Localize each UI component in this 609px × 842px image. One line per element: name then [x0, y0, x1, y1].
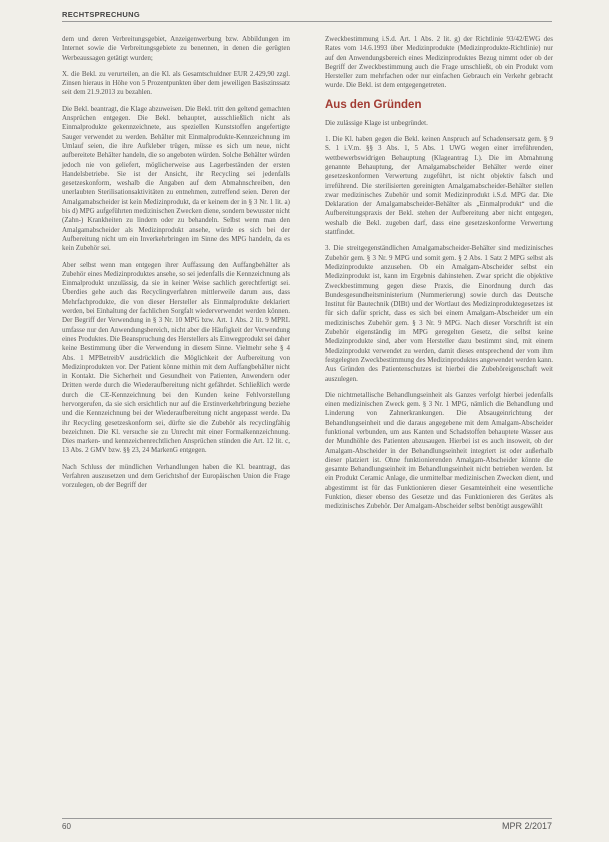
paragraph: Zweckbestimmung i.S.d. Art. 1 Abs. 2 lit. g) der Richtlinie 93/42/EWG des Rates vom 14.6.1993 über Medizinprodukte (Medizinprodukte-Richtlinie) nur auf den Anwendungsbereich eines Medizinproduktes Bezug nimmt oder ob der Begriff der Zweckbestimmung auch die Frage umschließt, ob ein Produkt vom Hersteller zum mehrfachen oder nur einfachen Gebrauch ein Verkehr gebracht wurde. Die Bekl. ist dem entgegengetreten. — [325, 35, 553, 90]
header-divider — [62, 21, 552, 22]
journal-citation: MPR 2/2017 — [501, 821, 552, 831]
page-number: 60 — [62, 822, 71, 831]
paragraph: Die zulässige Klage ist unbegründet. — [325, 118, 428, 127]
paragraph: 1. Die Kl. haben gegen die Bekl. keinen Anspruch auf Schadensersatz gem. § 9 S. 1 i.V.m. §§ 3 Abs. 1, 5 Abs. 1 UWG wegen einer irreführenden, wettbewerbswidrigen Behauptung (Klageantrag I.). Die im Abmahnung genannte Behauptung, der Amalgamabscheider Behälter werde einer gesetzeskonformen Verwertung zugeführt, ist nicht objektiv falsch und irreführend. Die sterilisierten gereinigten Amalgamabscheider-Behälter stellen zwar medizinisches Zubehör und somit Medizinprodukt i.S.d. MPG dar. Die Deklaration der Amalgamabscheider-Behälter als „Einmalprodukt“ und die Aufbereitungspraxis der Bekl. stehen der Aufbereitung aber nicht entgegen, weshalb die Bekl. zugeben darf, dass eine gesetzeskonforme Verwertung stattfindet. — [325, 135, 553, 237]
footer-divider — [62, 818, 552, 819]
paragraph: Die nichtmetallische Behandlungseinheit als Ganzes verfolgt hierbei jedenfalls einen medizinischen Zweck gem. § 3 Nr. 1 MPG, nämlich die Behandlung und Linderung von Zahnerkrankungen. Die Absaugeinrichtung der Behandlungseinheit und die daraus angegebene mit dem Amalgam-Abscheider funktional verbunden, um aus Kanten und Schadstoffen behauptete Wasser aus der Mundhöhle des Patienten abzusaugen. Hierbei ist es auch insoweit, ob der Amalgam-Abscheider in der Behandlungseinheit integriert ist oder außerhalb dieser platziert ist. Ohne funktionierenden Amalgam-Abscheider könnte die gesamte Behandlungseinheit im Behandlungseinheit nicht betrieben werden. Ist ein Produkt Ceramic Anlage, die unmittelbar medizinischen Zwecken dient, und abgestimmt ist für das Funktionieren dieser Gesamteinheit eine wesentliche Funktion, dieser ebenso des Gesetze und das Funktionieren des Gerätes als medizinisches Zubehör. Der Amalgam-Abscheider selbst benötigt ausgewählt — [325, 390, 553, 511]
paragraph: Aber selbst wenn man entgegen ihrer Auffassung den Auffangbehälter als Zubehör eines Medizinproduktes ansehe, so sei jedenfalls die Kennzeichnung als Einmalprodukt unzulässig, da sie in keiner Weise sachlich gerechtfertigt sei. Überdies gehe auch das Recyclingverfahren mittlerweile darum aus, dass Mehrfachprodukte, die von dieser Hersteller als Einmalprodukte deklariert werden, bei Einhaltung der fachlichen Sorgfalt wiederverwendet werden können. Der Begriff der Verwendung in § 3 Nr. 10 MPG bzw. Art. 1 Abs. 2 lit. 9 MPRL umfasse nur den Anwendungsbereich, nicht aber die Häufigkeit der Verwendung eines Produktes. Die Beanspruchung des Herstellers als Einwegprodukt sei daher keine Bestimmung über die Verwendung in diesem Sinne. Vielmehr sehe § 4 Abs. 1 MPBetreibV ausdrücklich die Möglichkeit der Aufbereitung von Medizinprodukten vor. Der Patient könne mithin mit dem Auffangbehälter nicht in Kontakt. Die Sicherheit und Gesundheit von Patienten, Anwendern oder Dritten werde durch die Wiederaufbereitung nicht gefährdet. Schließlich werde durch die CE-Kennzeichnung bei den Kunden keine Fehlvorstellung hervorgerufen, da sie sich ersichtlich nur auf die Erstinverkehrbringung beziehe und die Kennzeichnung bei der Wiederaufbereitung nicht angepasst werde. Da ihr Recycling gesetzeskonform sei, dürfte sie die Zubehör als recyclingfähig bezeichnen. Die Kl. versuche sie zu Unrecht mit einer Formalkennzeichnung. Dies marken- und kennzeichenrechtlichen Ansprüchen stünden die Art. 12 lit. c, 13 Abs. 2 GMV bzw. §§ 23, 24 MarkenG entgegen. — [62, 260, 290, 455]
running-header: RECHTSPRECHUNG — [62, 10, 140, 19]
paragraph: Nach Schluss der mündlichen Verhandlungen haben die Kl. beantragt, das Verfahren auszusetzen und dem Gerichtshof der Europäischen Union die Frage vorzulegen, ob der Begriff der — [62, 462, 290, 490]
right-column — [325, 35, 553, 519]
paragraph: Die Bekl. beantragt, die Klage abzuweisen. Die Bekl. tritt den geltend gemachten Ansprüchen entgegen. Die Bekl. behauptet, ausschließlich nicht als Einmalprodukte gekennzeichnete, aus speziellen Kunststoffen angefertigte Sauger verwendet zu werden. Behälter mit Einmalprodukte-Kennzeichnung im Umlauf seien, die ihre Aufkleber trügen, müsse es sich um neue, nicht aufbereitete Behälter handeln, die so angeboten würden. Solche Behälter würden jedoch nie von geliefert, möglicherweise aus Lagerbeständen der ersten Handelsbetriebe. Sie ist der Ansicht, ihr Recycling sei jedenfalls gesetzeskonform, weshalb die Angaben auf dem Abmahnschreiben, den unerlaubten Sterilisationsaktivitäten zu entnehmen, zutreffend seien. Deren der Amalgamabscheider ist kein Medizinprodukt, da er keinem der in § 3 Nr. 1 lit. a) bis d) MPG aufgeführten medizinischen Zwecken diene, sondern bewusster nicht (Zahn-) Krankheiten zu lindern oder zu behandeln. Selbst wenn man den Amalgamabscheider als Medizinprodukt ansehe, würde es sich bei der Aufbereitung nicht um ein Inverkehrbringen im Sinne des MPG handeln, da es kein Zubehör sei. — [62, 104, 291, 253]
paragraph: 3. Die streitgegenständlichen Amalgamabscheider-Behälter sind medizinisches Zubehör gem. § 3 Nr. 9 MPG und somit gem. § 2 Abs. 1 Satz 2 MPG selbst als Medizinprodukte anzusehen. Ob ein Amalgam-Abscheider selbst ein Medizinprodukt ist, kann im Ergebnis dahinstehen. Zwar spricht die objektive Zweckbestimmung gegen diese Praxis, die Einordnung durch das Bundesgesundheitsministerium (Nummerierung) sowie durch das Deutsche Institut für Bautechnik (DIBt) und der Wortlaut des Medizinproduktegesetzes ist für sich dafür spricht, dass es sich bei einem Amalgam-Abscheider um ein medizinisches Zubehör gem. § 3 Nr. 9 MPG. Nach dieser Vorschrift ist ein Zubehör eigenständig im MPG geregelten Gesetz, die selbst keine Medizinprodukte sind, aber vom Hersteller dazu bestimmt sind, mit einem Medizinprodukt verwendet zu werden, damit dieses entsprechend der vom ihm festgelegten Zweckbestimmung des Medizinproduktes angewendet werden kann. Aus Gründen des Patientenschutzes ist hierbei die Zubehöreigenschaft weit auszulegen. — [325, 244, 553, 383]
left-column — [62, 35, 290, 498]
paragraph: X. die Bekl. zu verurteilen, an die Kl. als Gesamtschuldner EUR 2.429,90 zzgl. Zinsen hieraus in Höhe von 5 Prozentpunkten über dem jeweiligen Basiszinssatz seit dem 21.9.2013 zu bezahlen. — [62, 69, 290, 97]
paragraph: dem und deren Verbreitungsgebiet, Anzeigenwerbung bzw. Abbildungen im Internet sowie die Verbreitungsgebiete zu benennen, in denen die gerügten Werbeaussagen getätigt wurden; — [62, 35, 290, 62]
section-heading: Aus den Gründen — [325, 98, 422, 111]
